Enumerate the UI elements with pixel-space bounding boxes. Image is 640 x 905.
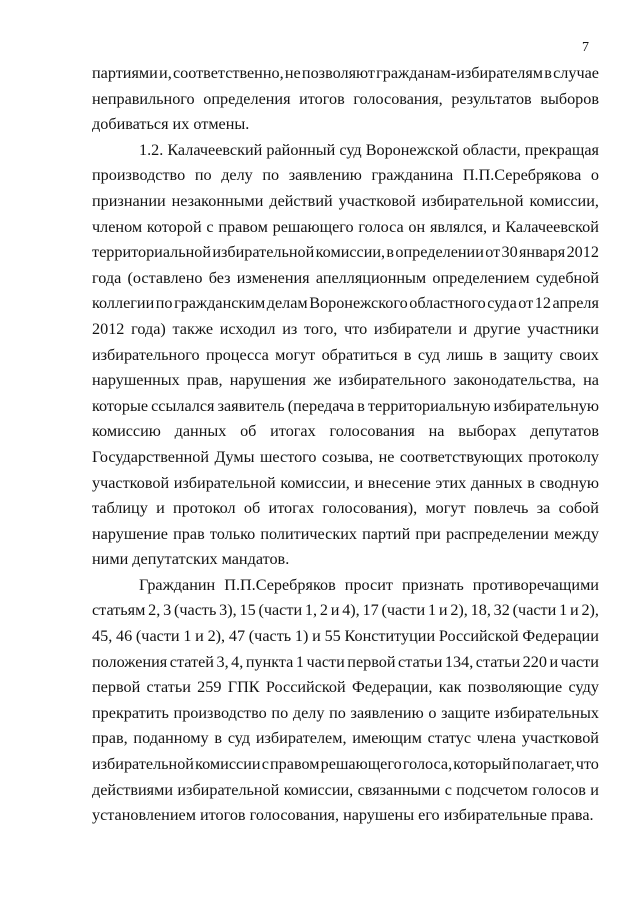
text-line: признании незаконными действий участковой избирательной комиссии,	[92, 191, 599, 210]
text-line: избирательного процесса могут обратиться в суд лишь в защиту своих	[92, 345, 599, 364]
text-line: установлением итогов голосования, нарушены его избирательные права.	[92, 806, 594, 825]
text-line: положения статей 3, 4, пункта 1 части первой статьи 134, статьи 220 и части	[92, 652, 599, 671]
text-line: участковой избирательной комиссии, и внесение этих данных в сводную	[92, 473, 599, 492]
page-number: 7	[582, 40, 589, 55]
text-line: 1.2. Калачеевский районный суд Воронежской области, прекращая	[139, 140, 599, 159]
document-body	[92, 61, 599, 829]
text-line: 2012 года) также исходил из того, что избиратели и другие участники	[92, 319, 599, 338]
text-line: партиями и, соответственно, не позволяют гражданам-избирателям в случае	[92, 64, 599, 82]
text-line: 45, 46 (части 1 и 2), 47 (часть 1) и 55 Конституции Российской Федерации	[92, 627, 599, 646]
text-line: статьям 2, 3 (часть 3), 15 (части 1, 2 и 4), 17 (части 1 и 2), 18, 32 (части 1 и 2),	[92, 601, 599, 620]
text-line: года (оставлено без изменения апелляционным определением судебной	[92, 268, 599, 287]
text-line: территориальной избирательной комиссии, в определении от 30 января 2012	[92, 243, 599, 262]
text-line: Государственной Думы шестого созыва, не соответствующих протоколу	[92, 447, 599, 466]
text-line: производство по делу по заявлению гражданина П.П.Серебрякова о	[92, 166, 599, 185]
text-line: избирательной комиссии с правом решающего голоса, который полагает, что	[92, 755, 599, 774]
paragraph	[92, 61, 599, 138]
text-line: нарушенных прав, нарушения же избирательного законодательства, на	[92, 371, 599, 390]
text-line: таблицу и протокол об итогах голосования), могут повлечь за собой	[92, 499, 599, 518]
paragraph	[92, 573, 599, 829]
text-line: прав, поданному в суд избирателем, имеющим статус члена участковой	[92, 729, 599, 748]
text-line: нарушение прав только политических партий при распределении между	[92, 524, 599, 543]
text-line: добиваться их отмены.	[92, 115, 250, 134]
text-line: которые ссылался заявитель (передача в территориальную избирательную	[92, 396, 599, 415]
text-line: прекратить производство по делу по заявлению о защите избирательных	[92, 703, 599, 722]
text-line: первой статьи 259 ГПК Российской Федерации, как позволяющие суду	[92, 678, 599, 697]
text-line: ними депутатских мандатов.	[92, 550, 290, 569]
text-line: членом которой с правом решающего голоса он являлся, и Калачеевской	[92, 217, 599, 236]
text-line: неправильного определения итогов голосования, результатов выборов	[92, 89, 599, 108]
paragraph	[92, 138, 599, 573]
text-line: коллегии по гражданским делам Воронежского областного суда от 12 апреля	[92, 294, 599, 313]
text-line: действиями избирательной комиссии, связанными с подсчетом голосов и	[92, 780, 599, 799]
text-line: комиссию данных об итогах голосования на выборах депутатов	[92, 422, 599, 441]
text-line: Гражданин П.П.Серебряков просит признать противоречащими	[139, 575, 599, 594]
